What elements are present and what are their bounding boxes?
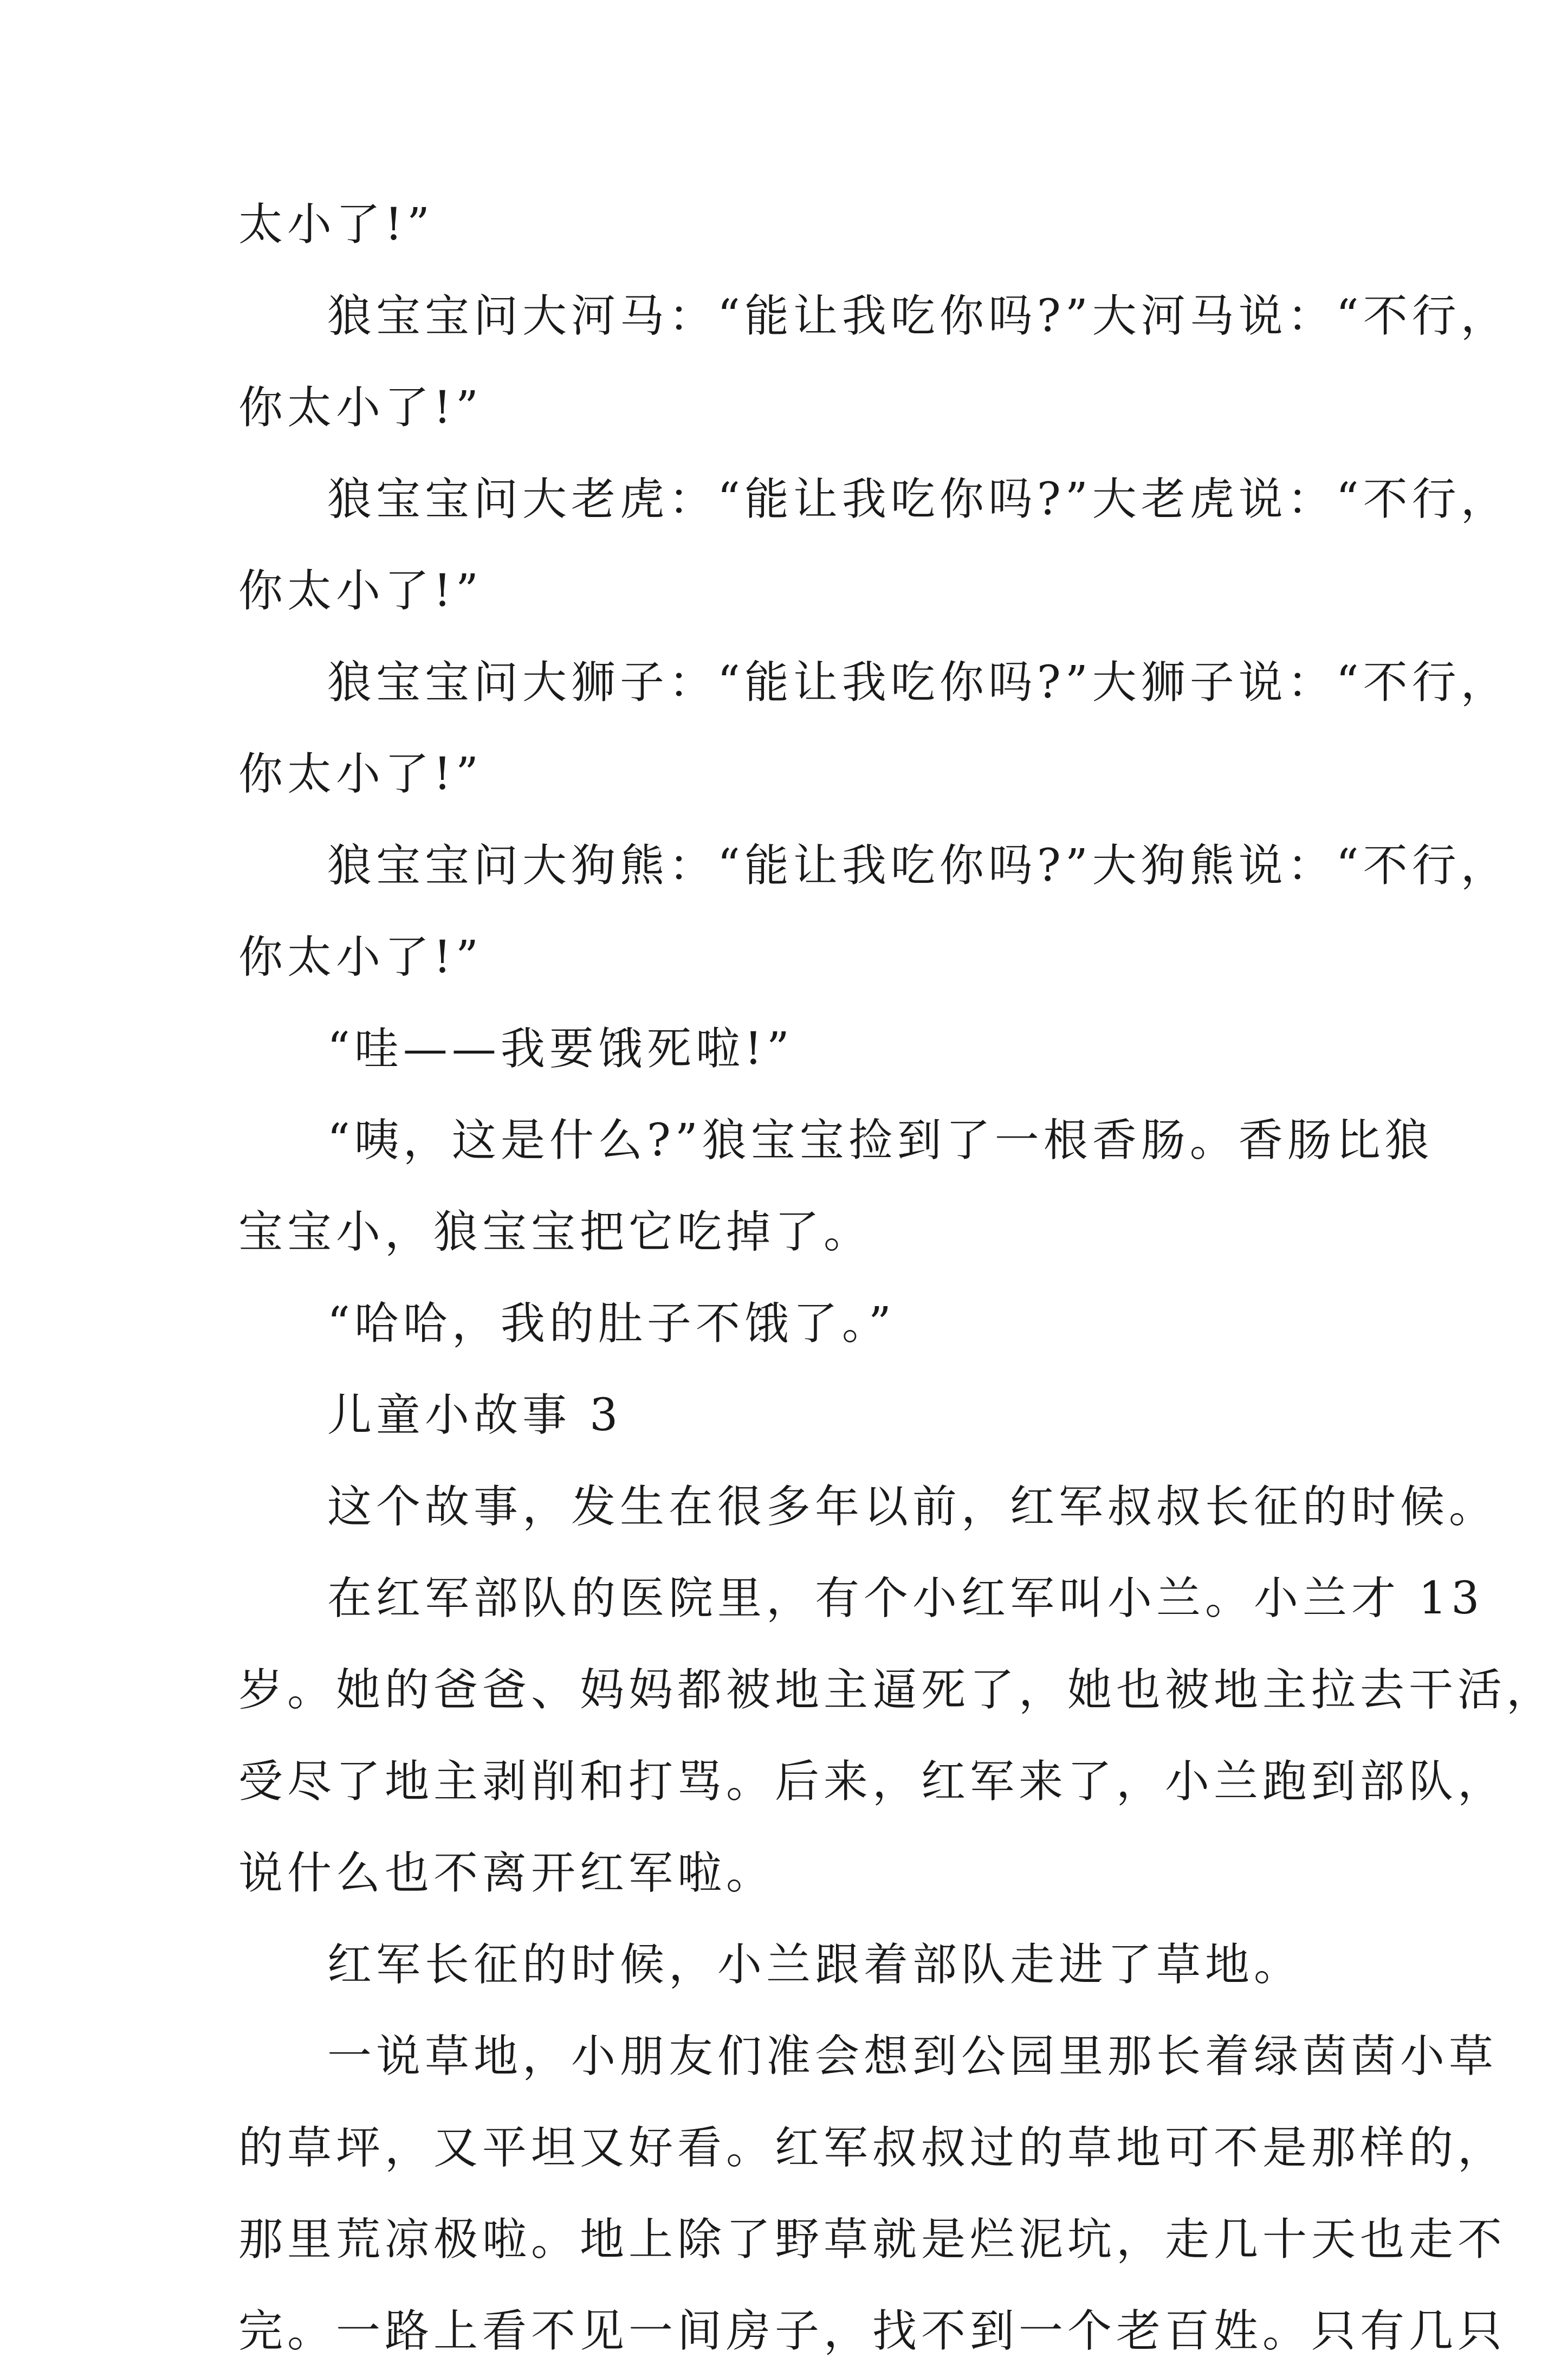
text-line: 受尽了地主剥削和打骂。后来，红军来了，小兰跑到部队，: [238, 1756, 1507, 1807]
text-line: 岁。她的爸爸、妈妈都被地主逼死了，她也被地主拉去干活，: [238, 1664, 1556, 1716]
text-line: 这个故事，发生在很多年以前，红军叔叔长征的时候。: [327, 1481, 1498, 1533]
text-line: 狼宝宝问大老虎：“能让我吃你吗?”大老虎说：“不行，: [327, 474, 1509, 525]
text-line: 狼宝宝问大河马：“能让我吃你吗?”大河马说：“不行，: [327, 290, 1509, 342]
text-line: 完。一路上看不见一间房子，找不到一个老百姓。只有几只: [238, 2305, 1507, 2357]
text-line: 你太小了!”: [238, 932, 483, 983]
text-line: 说什么也不离开红军啦。: [238, 1848, 775, 1899]
text-line: 红军长征的时候，小兰跟着部队走进了草地。: [327, 1939, 1303, 1991]
text-line: 你太小了!”: [238, 748, 483, 800]
text-line: 狼宝宝问大狮子：“能让我吃你吗?”大狮子说：“不行，: [327, 657, 1509, 708]
text-line: 宝宝小，狼宝宝把它吃掉了。: [238, 1206, 873, 1258]
text-line: 儿童小故事 3: [327, 1390, 623, 1441]
text-line: 的草坪，又平坦又好看。红军叔叔过的草地可不是那样的，: [238, 2122, 1507, 2174]
text-line: 你太小了!”: [238, 565, 483, 617]
text-line: “哈哈，我的肚子不饿了。”: [327, 1298, 896, 1349]
text-line: 那里荒凉极啦。地上除了野草就是烂泥坑，走几十天也走不: [238, 2214, 1507, 2265]
text-line: 狼宝宝问大狗熊：“能让我吃你吗?”大狗熊说：“不行，: [327, 840, 1509, 892]
text-line: 太小了!”: [238, 199, 434, 250]
story-text: [238, 179, 1556, 2377]
text-line: “咦，这是什么?”狼宝宝捡到了一根香肠。香肠比狼: [327, 1115, 1434, 1166]
text-line: 你太小了!”: [238, 382, 483, 434]
text-line: 在红军部队的医院里，有个小红军叫小兰。小兰才 13: [327, 1573, 1484, 1624]
text-line: 一说草地，小朋友们准会想到公园里那长着绿茵茵小草: [327, 2031, 1498, 2082]
text-line: “哇——我要饿死啦!”: [327, 1023, 794, 1075]
